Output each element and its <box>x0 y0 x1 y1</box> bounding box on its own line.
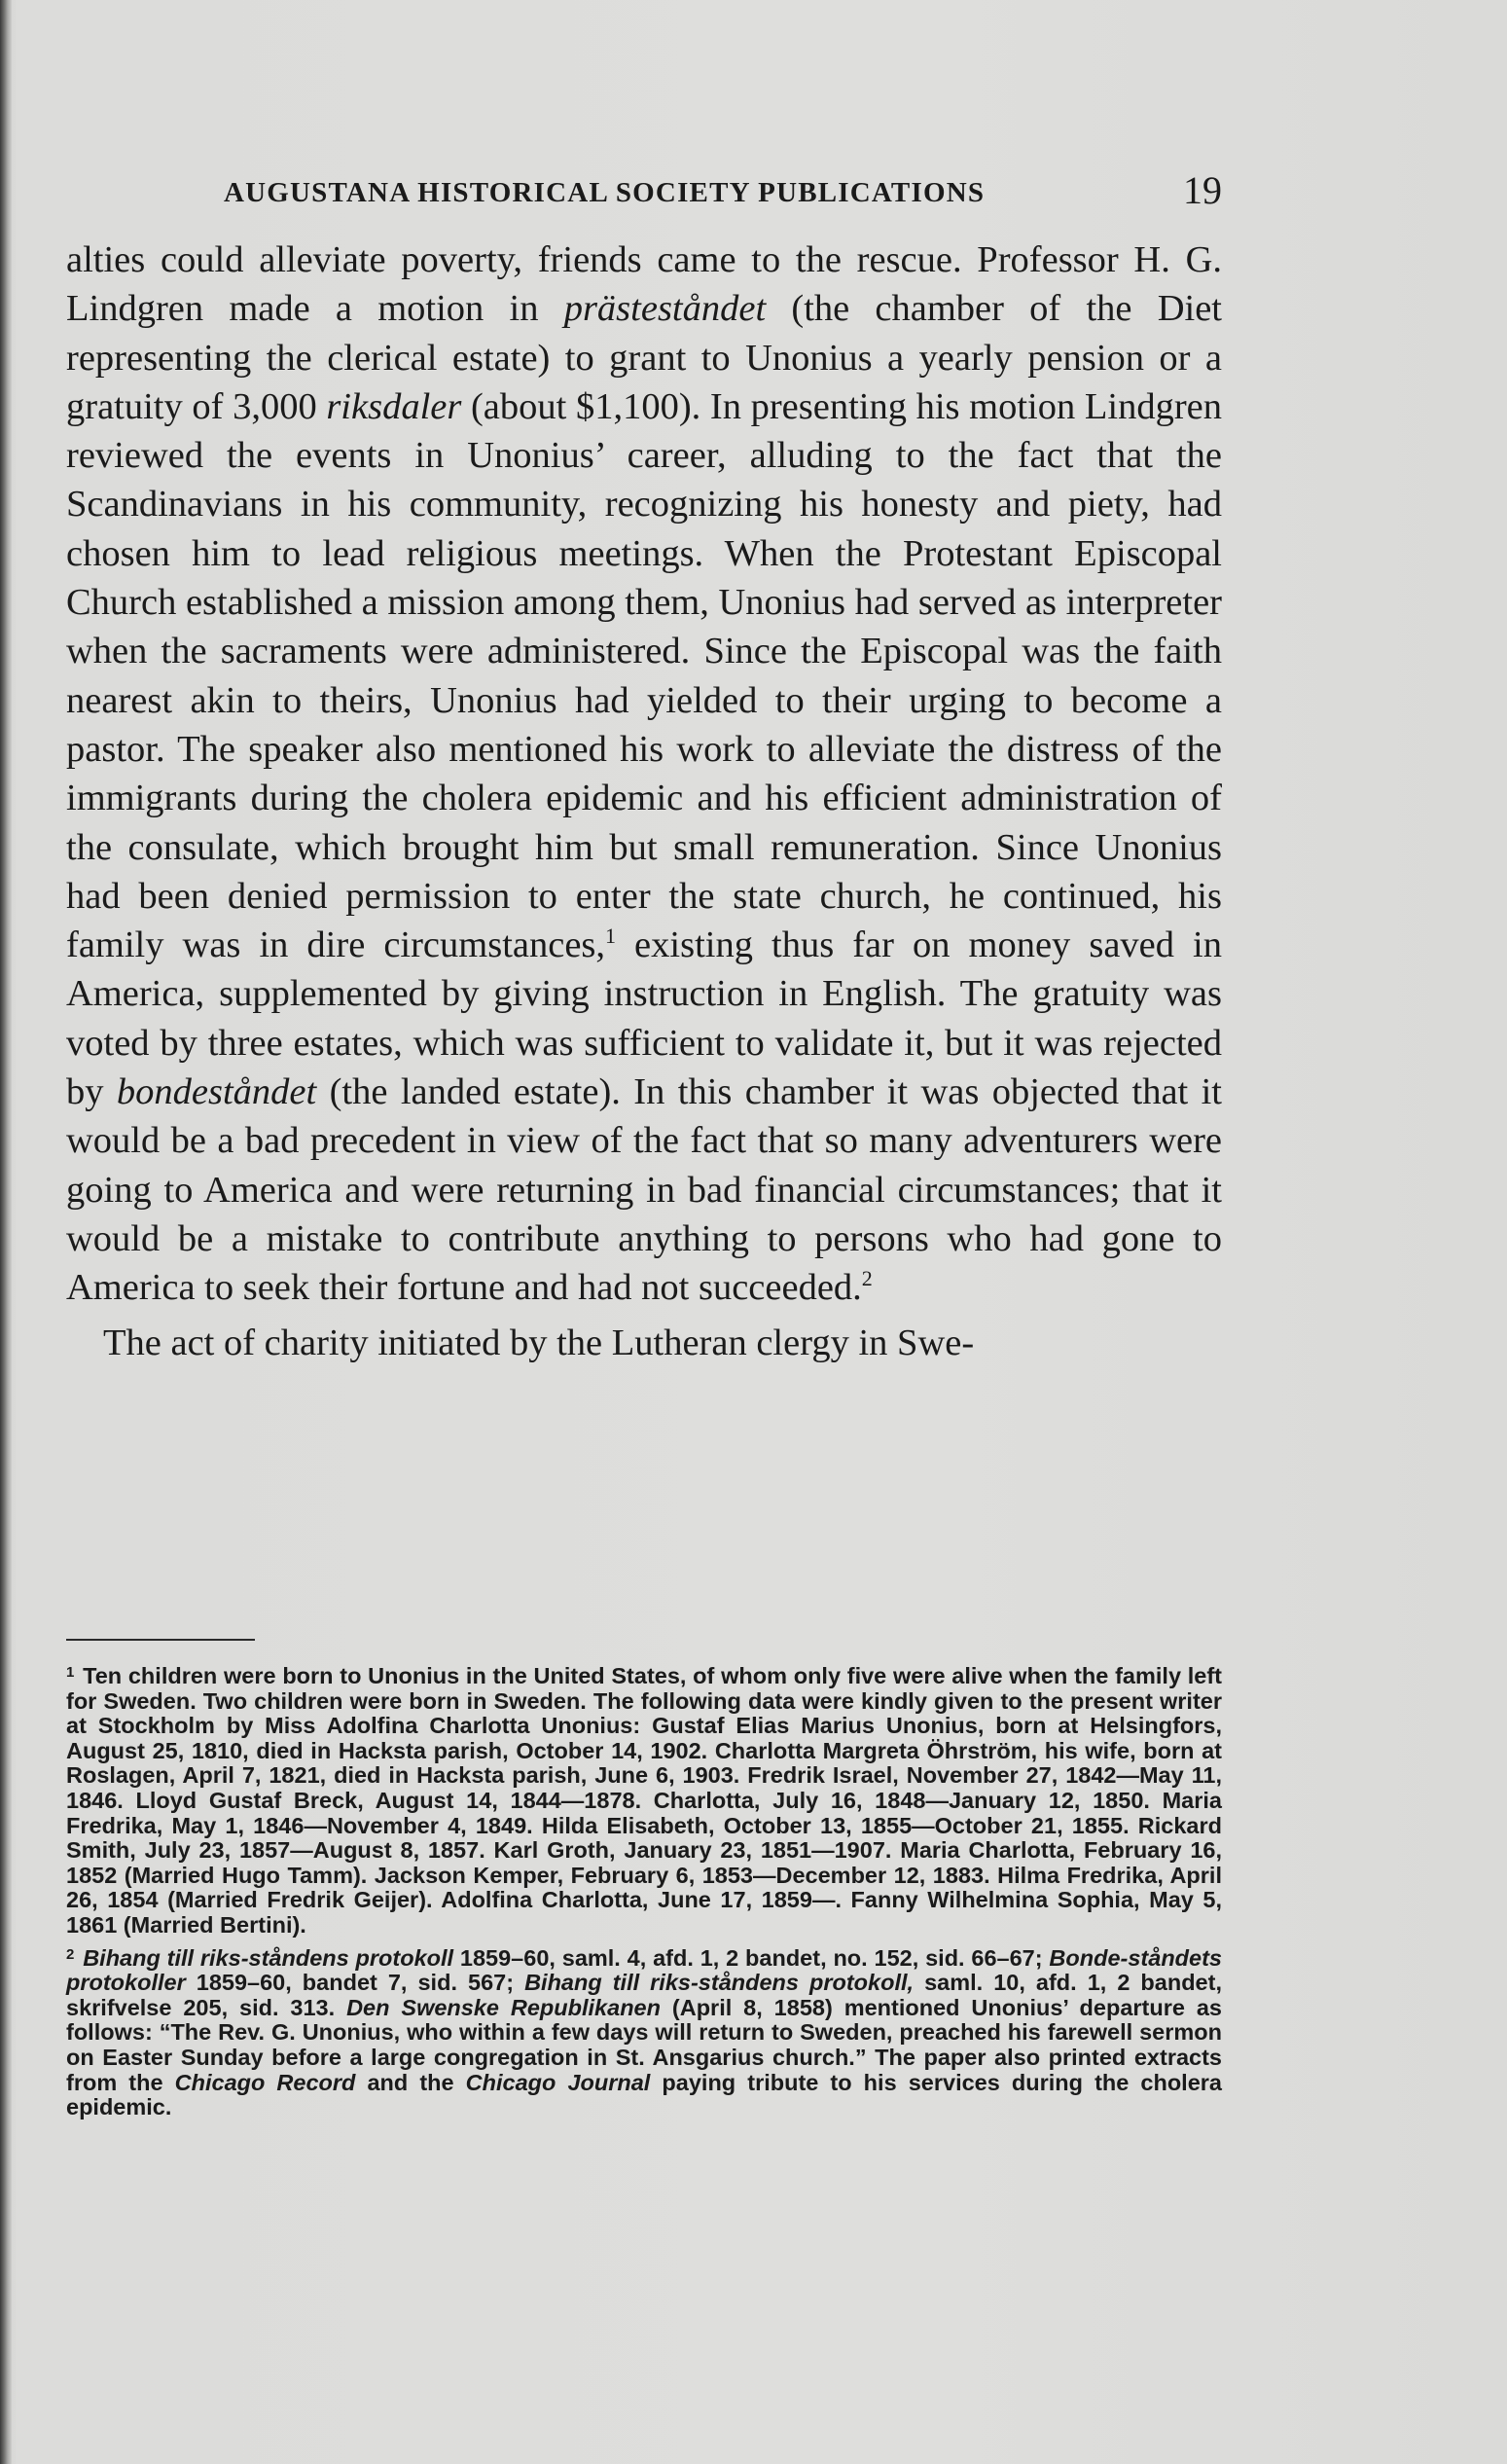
footnote-ref-2: 2 <box>861 1266 873 1291</box>
paragraph-1-text-c: (about $1,100). In presenting his motion Lindgren reviewed the events in Unonius’ career, alluding to the fact that the Scandinavians in his community, recognizing his honesty and piety, had chosen him to lead religious meetings. When the Protestant Episcopal Church established a mission among them, Unonius had served as interpreter when the sacraments were administered. Since the Episcopal was the faith nearest akin to theirs, Unonius had yielded to their urging to become a pastor. The speaker also mentioned his work to alleviate the distress of the immigrants during the cholera epidemic and his efficient administration of the consulate, which brought him but small remuneration. Since Unonius had been denied permission to enter the state church, he continued, his family was in dire circumstances, <box>66 385 1222 966</box>
italic-term-riksdaler: riksdaler <box>326 385 462 427</box>
footnote-2-text-1: 1859–60, saml. 4, afd. 1, 2 bandet, no. 152, sid. 66–67; <box>453 1944 1050 1971</box>
footnote-2-text-6: paying tribute to his services during the cholera epidemic. <box>66 2069 1222 2120</box>
italic-term-bondestandet: bondeståndet <box>116 1071 317 1113</box>
footnote-ref-1: 1 <box>605 924 617 949</box>
paragraph-1-text-e: (the landed estate). In this chamber it was objected that it would be a bad precedent in view of the fact that so many adventurers were going to America and were returning in bad financial circumstances; that it would be a mistake to contribute anything to persons who had gone to America to seek their fortune and had not succeeded. <box>66 1071 1223 1309</box>
footnote-1-number: 1 <box>66 1664 75 1681</box>
footnote-2-number: 2 <box>66 1945 75 1963</box>
footnote-2-text-4: (April 8, 1858) mentioned Unonius’ departure as follows: “The Rev. G. Unonius, who within a few days will return to Sweden, preached his farewell sermon on Easter Sunday before a large congregation in St. Ansgarius church.” The paper also printed extracts from the <box>66 1994 1223 2095</box>
footnote-2-italic-5: Chicago Record <box>174 2069 356 2095</box>
footnote-2-italic-3: Bihang till riks-ståndens protokoll, <box>524 1970 915 1996</box>
footnote-2-text-3: saml. 10, afd. 1, 2 bandet, skrifvelse 205, sid. 313. <box>66 1970 1222 2020</box>
paragraph-1-text-d: existing thus far on money saved in America, supplemented by giving instruction in English. The gratuity was voted by three estates, which was sufficient to validate it, but it was rejected by <box>66 924 1222 1113</box>
paragraph-1-text-a: alties could alleviate poverty, friends came to the rescue. Professor H. G. Lindgren made a motion in <box>66 239 1222 330</box>
footnote-2-italic-4: Den Swenske Republikanen <box>346 1994 661 2020</box>
footnote-2-italic-1: Bihang till riks-ståndens protokoll <box>83 1944 454 1971</box>
italic-term-prastestandet: prästeståndet <box>563 288 767 330</box>
footnote-1 <box>66 1660 1222 1939</box>
footnote-2 <box>66 1942 1222 2120</box>
footnote-2-italic-6: Chicago Journal <box>465 2069 651 2095</box>
paragraph-1-text-b: (the chamber of the Diet representing the clerical estate) to grant to Unonius a yearly pension or a gratuity of 3,000 <box>66 288 1222 427</box>
footnote-1-text: Ten children were born to Unonius in the United States, of whom only five were alive when the family left for Sweden. Two children were born in Sweden. The following data were kindly given to the present writer at Stockholm by Miss Adolfina Charlotta Unonius: Gustaf Elias Marius Unonius, born at Helsingfors, August 25, 1810, died in Hacksta parish, October 14, 1902. Charlotta Margreta Öhrström, his wife, born at Roslagen, April 7, 1821, died in Hacksta parish, June 6, 1903. Fredrik Israel, November 27, 1842—May 11, 1846. Lloyd Gustaf Breck, August 14, 1844—1878. Charlotta, July 16, 1848—January 12, 1850. Maria Fredrika, May 1, 1846—November 4, 1849. Hilda Elisabeth, October 13, 1855—October 21, 1855. Rickard Smith, July 23, 1857—August 8, 1857. Karl Groth, January 23, 1851—1907. Maria Charlotta, February 16, 1852 (Married Hugo Tamm). Jackson Kemper, February 6, 1853—December 12, 1883. Hilma Fredrika, April 26, 1854 (Married Fredrik Geijer). Adolfina Charlotta, June 17, 1859—. Fanny Wilhelmina Sophia, May 5, 1861 (Married Bertini). <box>66 1663 1222 1938</box>
page-binding-edge <box>0 0 12 2464</box>
page-number: 19 <box>1183 168 1222 212</box>
footnote-2-text-5: and the <box>355 2069 466 2095</box>
footnotes <box>66 1660 1222 2124</box>
footnote-2-italic-2: Bonde-ståndets protokoller <box>66 1944 1222 1996</box>
body-text <box>66 236 1222 1367</box>
footnote-divider <box>66 1639 255 1641</box>
footnote-2-text-2: 1859–60, bandet 7, sid. 567; <box>185 1970 525 1996</box>
running-header <box>66 163 1222 222</box>
paragraph-2: The act of charity initiated by the Lutheran clergy in Swe- <box>103 1322 975 1363</box>
paragraph-1 <box>66 236 1222 1313</box>
running-title: AUGUSTANA HISTORICAL SOCIETY PUBLICATIONS <box>224 177 986 208</box>
